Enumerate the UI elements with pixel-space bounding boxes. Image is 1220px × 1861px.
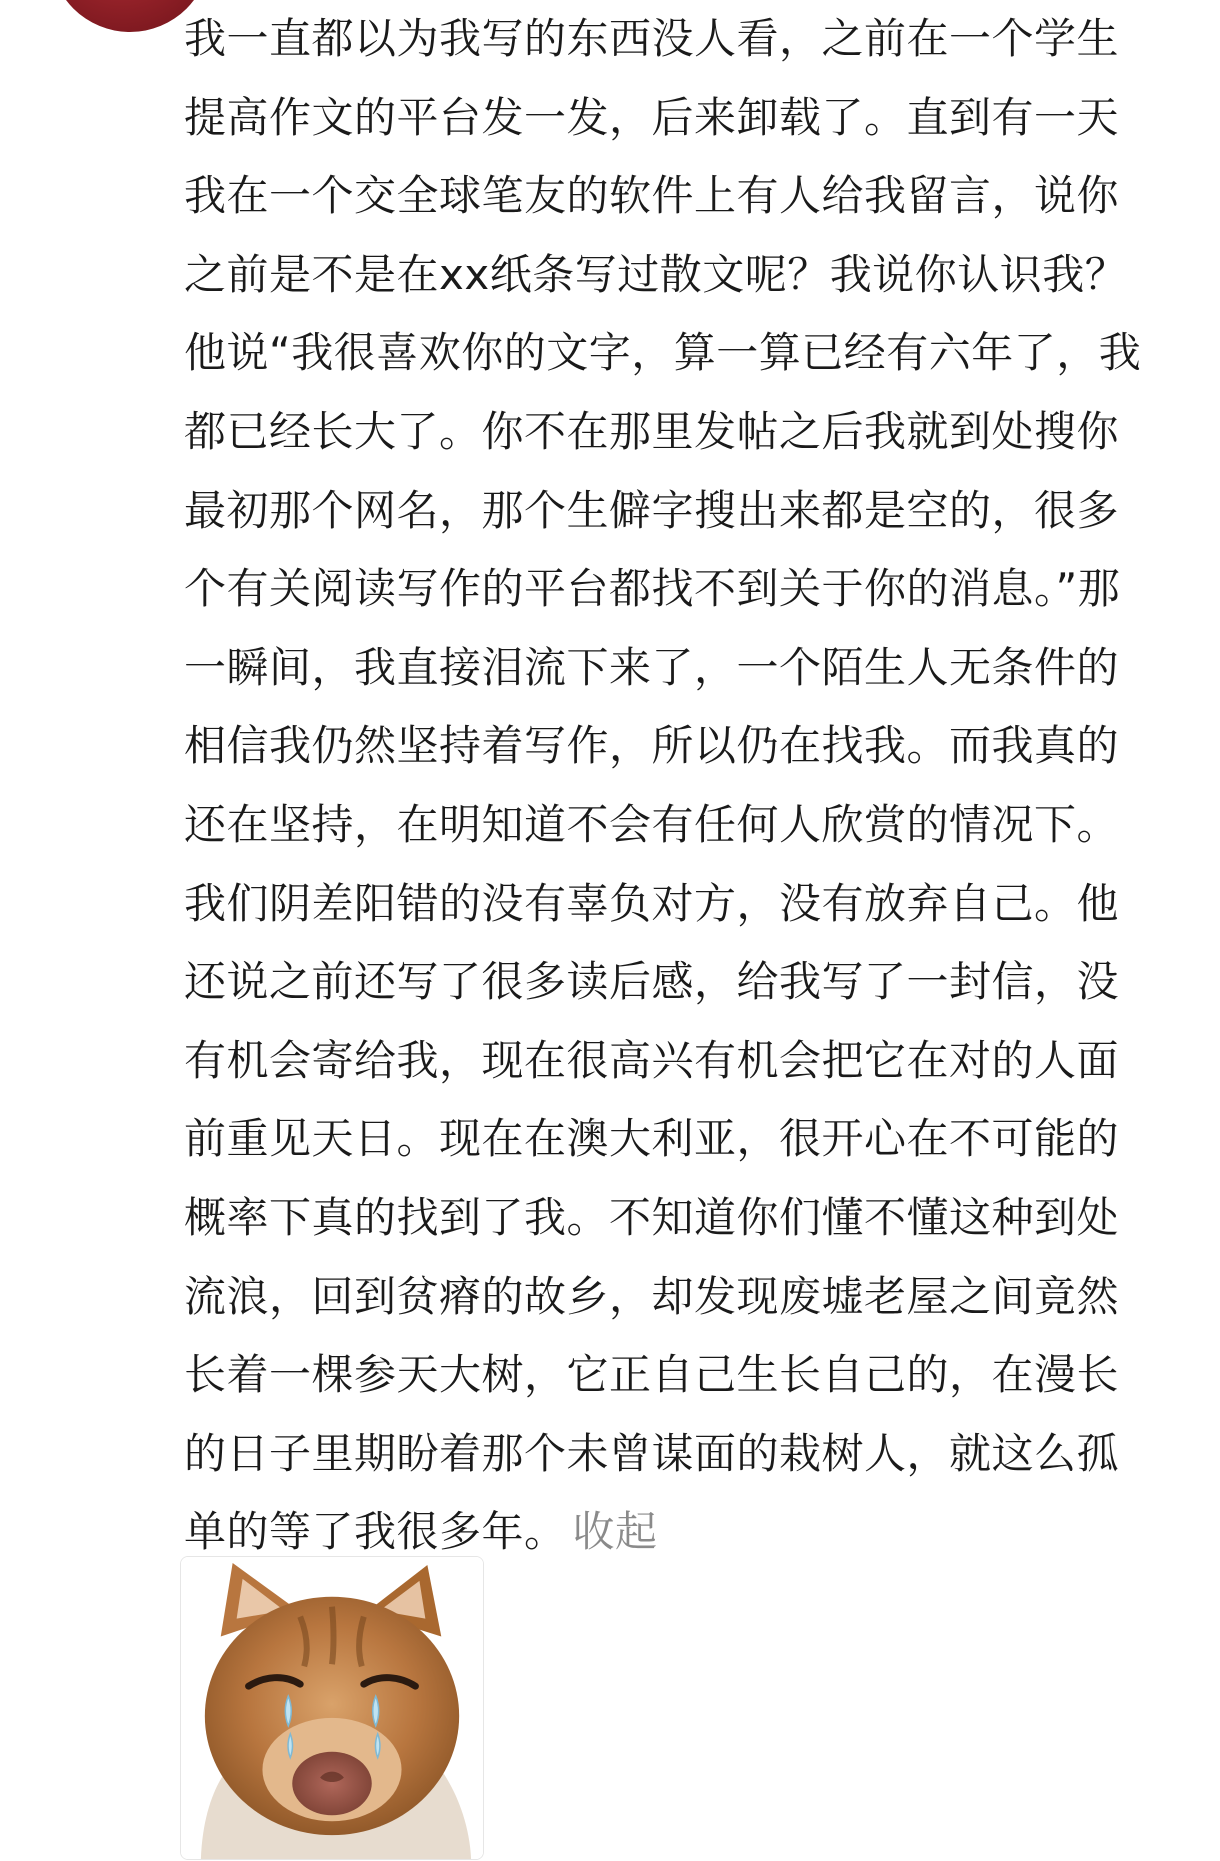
comment-line: 的日子里期盼着那个未曾谋面的栽树人，就这么孤 bbox=[184, 1428, 1120, 1478]
comment-line: 相信我仍然坚持着写作，所以仍在找我。而我真的 bbox=[184, 721, 1120, 771]
comment-line: 提高作文的平台发一发，后来卸载了。直到有一天 bbox=[184, 92, 1120, 142]
comment-line: 我一直都以为我写的东西没人看，之前在一个学生 bbox=[184, 14, 1120, 63]
collapse-button[interactable]: 收起 bbox=[572, 1507, 658, 1557]
comment-line: 之前是不是在xx纸条写过散文呢？我说你认识我？ bbox=[184, 249, 1128, 299]
comment-body bbox=[184, 0, 1204, 1572]
comment-line: 我在一个交全球笔友的软件上有人给我留言，说你 bbox=[184, 171, 1120, 221]
comment-line: 最初那个网名，那个生僻字搜出来都是空的，很多 bbox=[184, 485, 1120, 535]
comment-line: 流浪，回到贫瘠的故乡，却发现废墟老屋之间竟然 bbox=[184, 1271, 1120, 1321]
comment-line: 还说之前还写了很多读后感，给我写了一封信，没 bbox=[184, 957, 1120, 1007]
comment-line: 概率下真的找到了我。不知道你们懂不懂这种到处 bbox=[184, 1192, 1120, 1242]
comment-line: 有机会寄给我，现在很高兴有机会把它在对的人面 bbox=[184, 1035, 1120, 1085]
attached-sticker-image[interactable] bbox=[180, 1556, 484, 1860]
comment-line: 他说“我很喜欢你的文字，算一算已经有六年了，我 bbox=[184, 328, 1142, 378]
comment-line-text: 单的等了我很多年。 bbox=[184, 1507, 567, 1557]
comment-line: 个有关阅读写作的平台都找不到关于你的消息。”那 bbox=[184, 564, 1121, 614]
comment-line: 都已经长大了。你不在那里发帖之后我就到处搜你 bbox=[184, 406, 1120, 456]
comment-line: 一瞬间，我直接泪流下来了，一个陌生人无条件的 bbox=[184, 642, 1120, 692]
comment-line: 还在坚持，在明知道不会有任何人欣赏的情况下。 bbox=[184, 799, 1120, 849]
comment-line: 长着一棵参天大树，它正自己生长自己的，在漫长 bbox=[184, 1350, 1120, 1400]
comment-line: 前重见天日。现在在澳大利亚，很开心在不可能的 bbox=[184, 1114, 1120, 1164]
comment-line: 我们阴差阳错的没有辜负对方，没有放弃自己。他 bbox=[184, 878, 1120, 928]
crying-cat-sticker-icon bbox=[181, 1557, 483, 1859]
